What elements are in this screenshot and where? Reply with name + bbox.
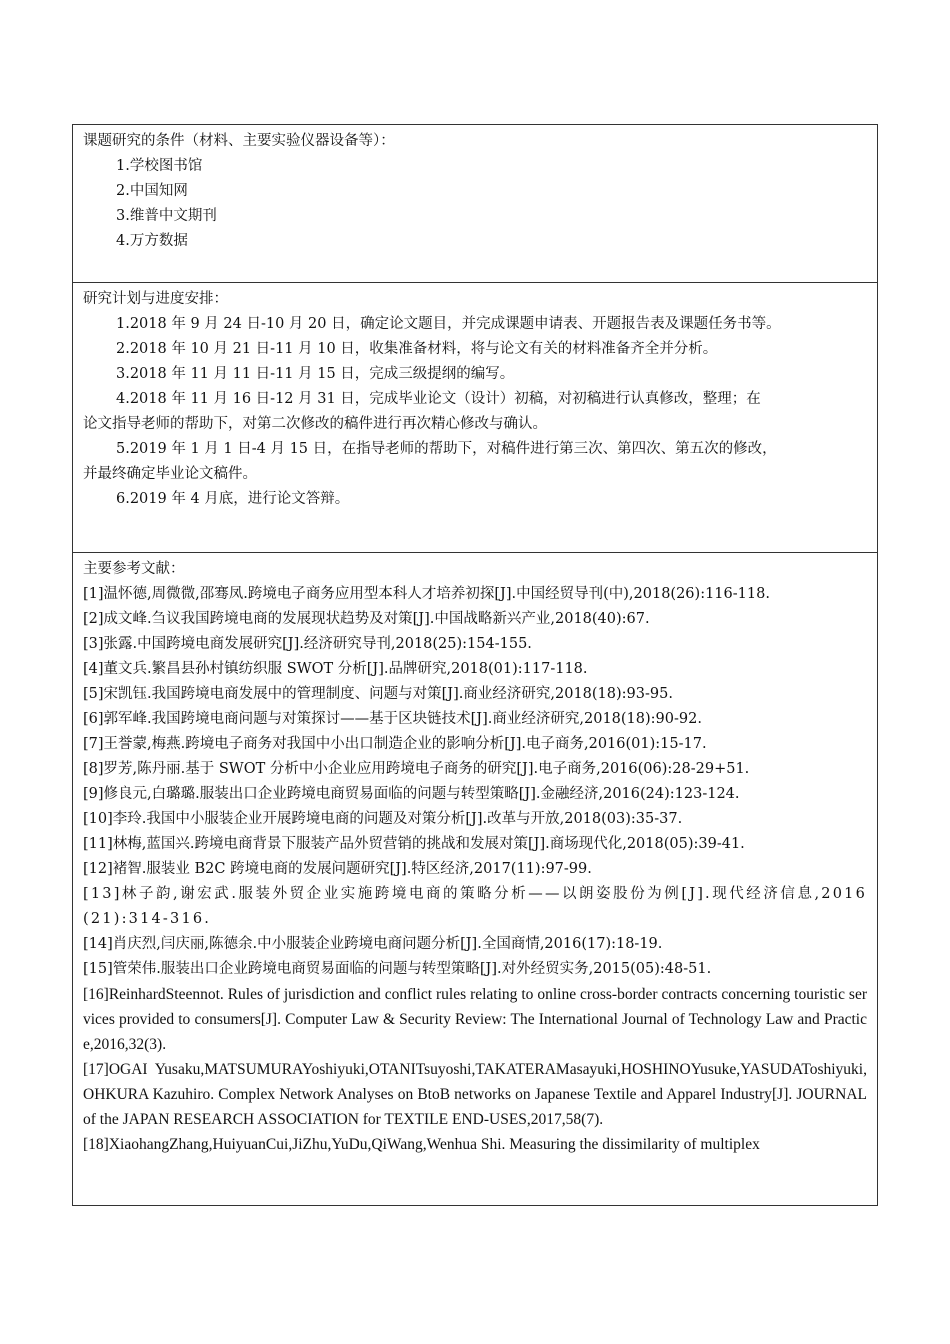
plan-item: 4.2018 年 11 月 16 日-12 月 31 日，完成毕业论文（设计）初稿，对初稿进行认真修改，整理；在 [116,391,761,407]
references-heading: 主要参考文献： [83,561,185,577]
proposal-table [72,124,878,1206]
reference-item: [12]褚智.服装业 B2C 跨境电商的发展问题研究[J].特区经济,2017(11):97-99. [83,861,592,877]
plan-item: 6.2019 年 4 月底，进行论文答辩。 [116,491,350,507]
reference-item: [8]罗芳,陈丹丽.基于 SWOT 分析中小企业应用跨境电子商务的研究[J].电子商务,2016(06):28-29+51. [83,761,750,777]
plan-heading: 研究计划与进度安排： [83,291,228,307]
reference-item: [10]李玲.我国中小服装企业开展跨境电商的问题及对策分析[J].改革与开放,2018(03):35-37. [83,811,683,827]
plan-item-continuation: 并最终确定毕业论文稿件。 [83,466,257,482]
conditions-item: 1.学校图书馆 [116,158,203,174]
plan-item-continuation: 论文指导老师的帮助下，对第二次修改的稿件进行再次精心修改与确认。 [83,416,547,432]
reference-item: [17]OGAI Yusaku,MATSUMURAYoshiyuki,OTANITsuyoshi,TAKATERAMasayuki,HOSHINOYusuke,YASUDAToshiyuki,OHKURA Kazuhiro. Complex Network Analyses on BtoB networks on Japanese Textile and Apparel Industry[J]. JOURNAL of the JAPAN RESEARCH ASSOCIATION for TEXTILE END-USES,2017,58(7). [83,1061,867,1128]
plan-item: 2.2018 年 10 月 21 日-11 月 10 日，收集准备材料，将与论文有关的材料准备齐全并分析。 [116,341,718,357]
reference-item: [18]XiaohangZhang,HuiyuanCui,JiZhu,YuDu,QiWang,Wenhua Shi. Measuring the dissimilarity of multiplex [83,1136,760,1153]
reference-item: [2]成文峰.刍议我国跨境电商的发展现状趋势及对策[J].中国战略新兴产业,2018(40):67. [83,611,650,627]
reference-item: [14]肖庆烈,闫庆丽,陈德余.中小服装企业跨境电商问题分析[J].全国商情,2016(17):18-19. [83,936,663,952]
reference-item: [4]董文兵.繁昌县孙村镇纺织服 SWOT 分析[J].品牌研究,2018(01):117-118. [83,661,588,677]
plan-item: 5.2019 年 1 月 1 日-4 月 15 日，在指导老师的帮助下，对稿件进行第三次、第四次、第五次的修改， [116,441,777,457]
references-section [73,553,877,1205]
plan-section [73,283,877,553]
conditions-item: 3.维普中文期刊 [116,208,217,224]
reference-item: [5]宋凯钰.我国跨境电商发展中的管理制度、问题与对策[J].商业经济研究,2018(18):93-95. [83,686,673,702]
reference-item: [6]郭军峰.我国跨境电商问题与对策探讨——基于区块链技术[J].商业经济研究,2018(18):90-92. [83,711,702,727]
reference-item: [3]张露.中国跨境电商发展研究[J].经济研究导刊,2018(25):154-155. [83,636,532,652]
plan-item: 3.2018 年 11 月 11 日-11 月 15 日，完成三级提纲的编写。 [116,366,515,382]
reference-item: [13]林子韵,谢宏武.服装外贸企业实施跨境电商的策略分析——以朗姿股份为例[J].现代经济信息,2016(21):314-316. [83,886,867,927]
conditions-item: 4.万方数据 [116,233,188,249]
reference-item: [16]ReinhardSteennot. Rules of jurisdiction and conflict rules relating to online cross-border contracts concerning touristic services provided to consumers[J]. Computer Law & Security Review: The International Journal of Technology Law and Practice,2016,32(3). [83,986,867,1053]
plan-item: 1.2018 年 9 月 24 日-10 月 20 日，确定论文题目，并完成课题申请表、开题报告表及课题任务书等。 [116,316,781,332]
reference-item: [7]王誉蒙,梅燕.跨境电子商务对我国中小出口制造企业的影响分析[J].电子商务,2016(01):15-17. [83,736,707,752]
conditions-item: 2.中国知网 [116,183,188,199]
reference-item: [1]温怀德,周微微,邵骞凤.跨境电子商务应用型本科人才培养初探[J].中国经贸导刊(中),2018(26):116-118. [83,586,770,602]
reference-item: [15]管荣伟.服装出口企业跨境电商贸易面临的问题与转型策略[J].对外经贸实务,2015(05):48-51. [83,961,712,977]
conditions-heading: 课题研究的条件（材料、主要实验仪器设备等）： [83,133,395,149]
reference-item: [9]修良元,白璐璐.服装出口企业跨境电商贸易面临的问题与转型策略[J].金融经济,2016(24):123-124. [83,786,740,802]
reference-item: [11]林梅,蓝国兴.跨境电商背景下服装产品外贸营销的挑战和发展对策[J].商场现代化,2018(05):39-41. [83,836,745,852]
conditions-section [73,125,877,283]
